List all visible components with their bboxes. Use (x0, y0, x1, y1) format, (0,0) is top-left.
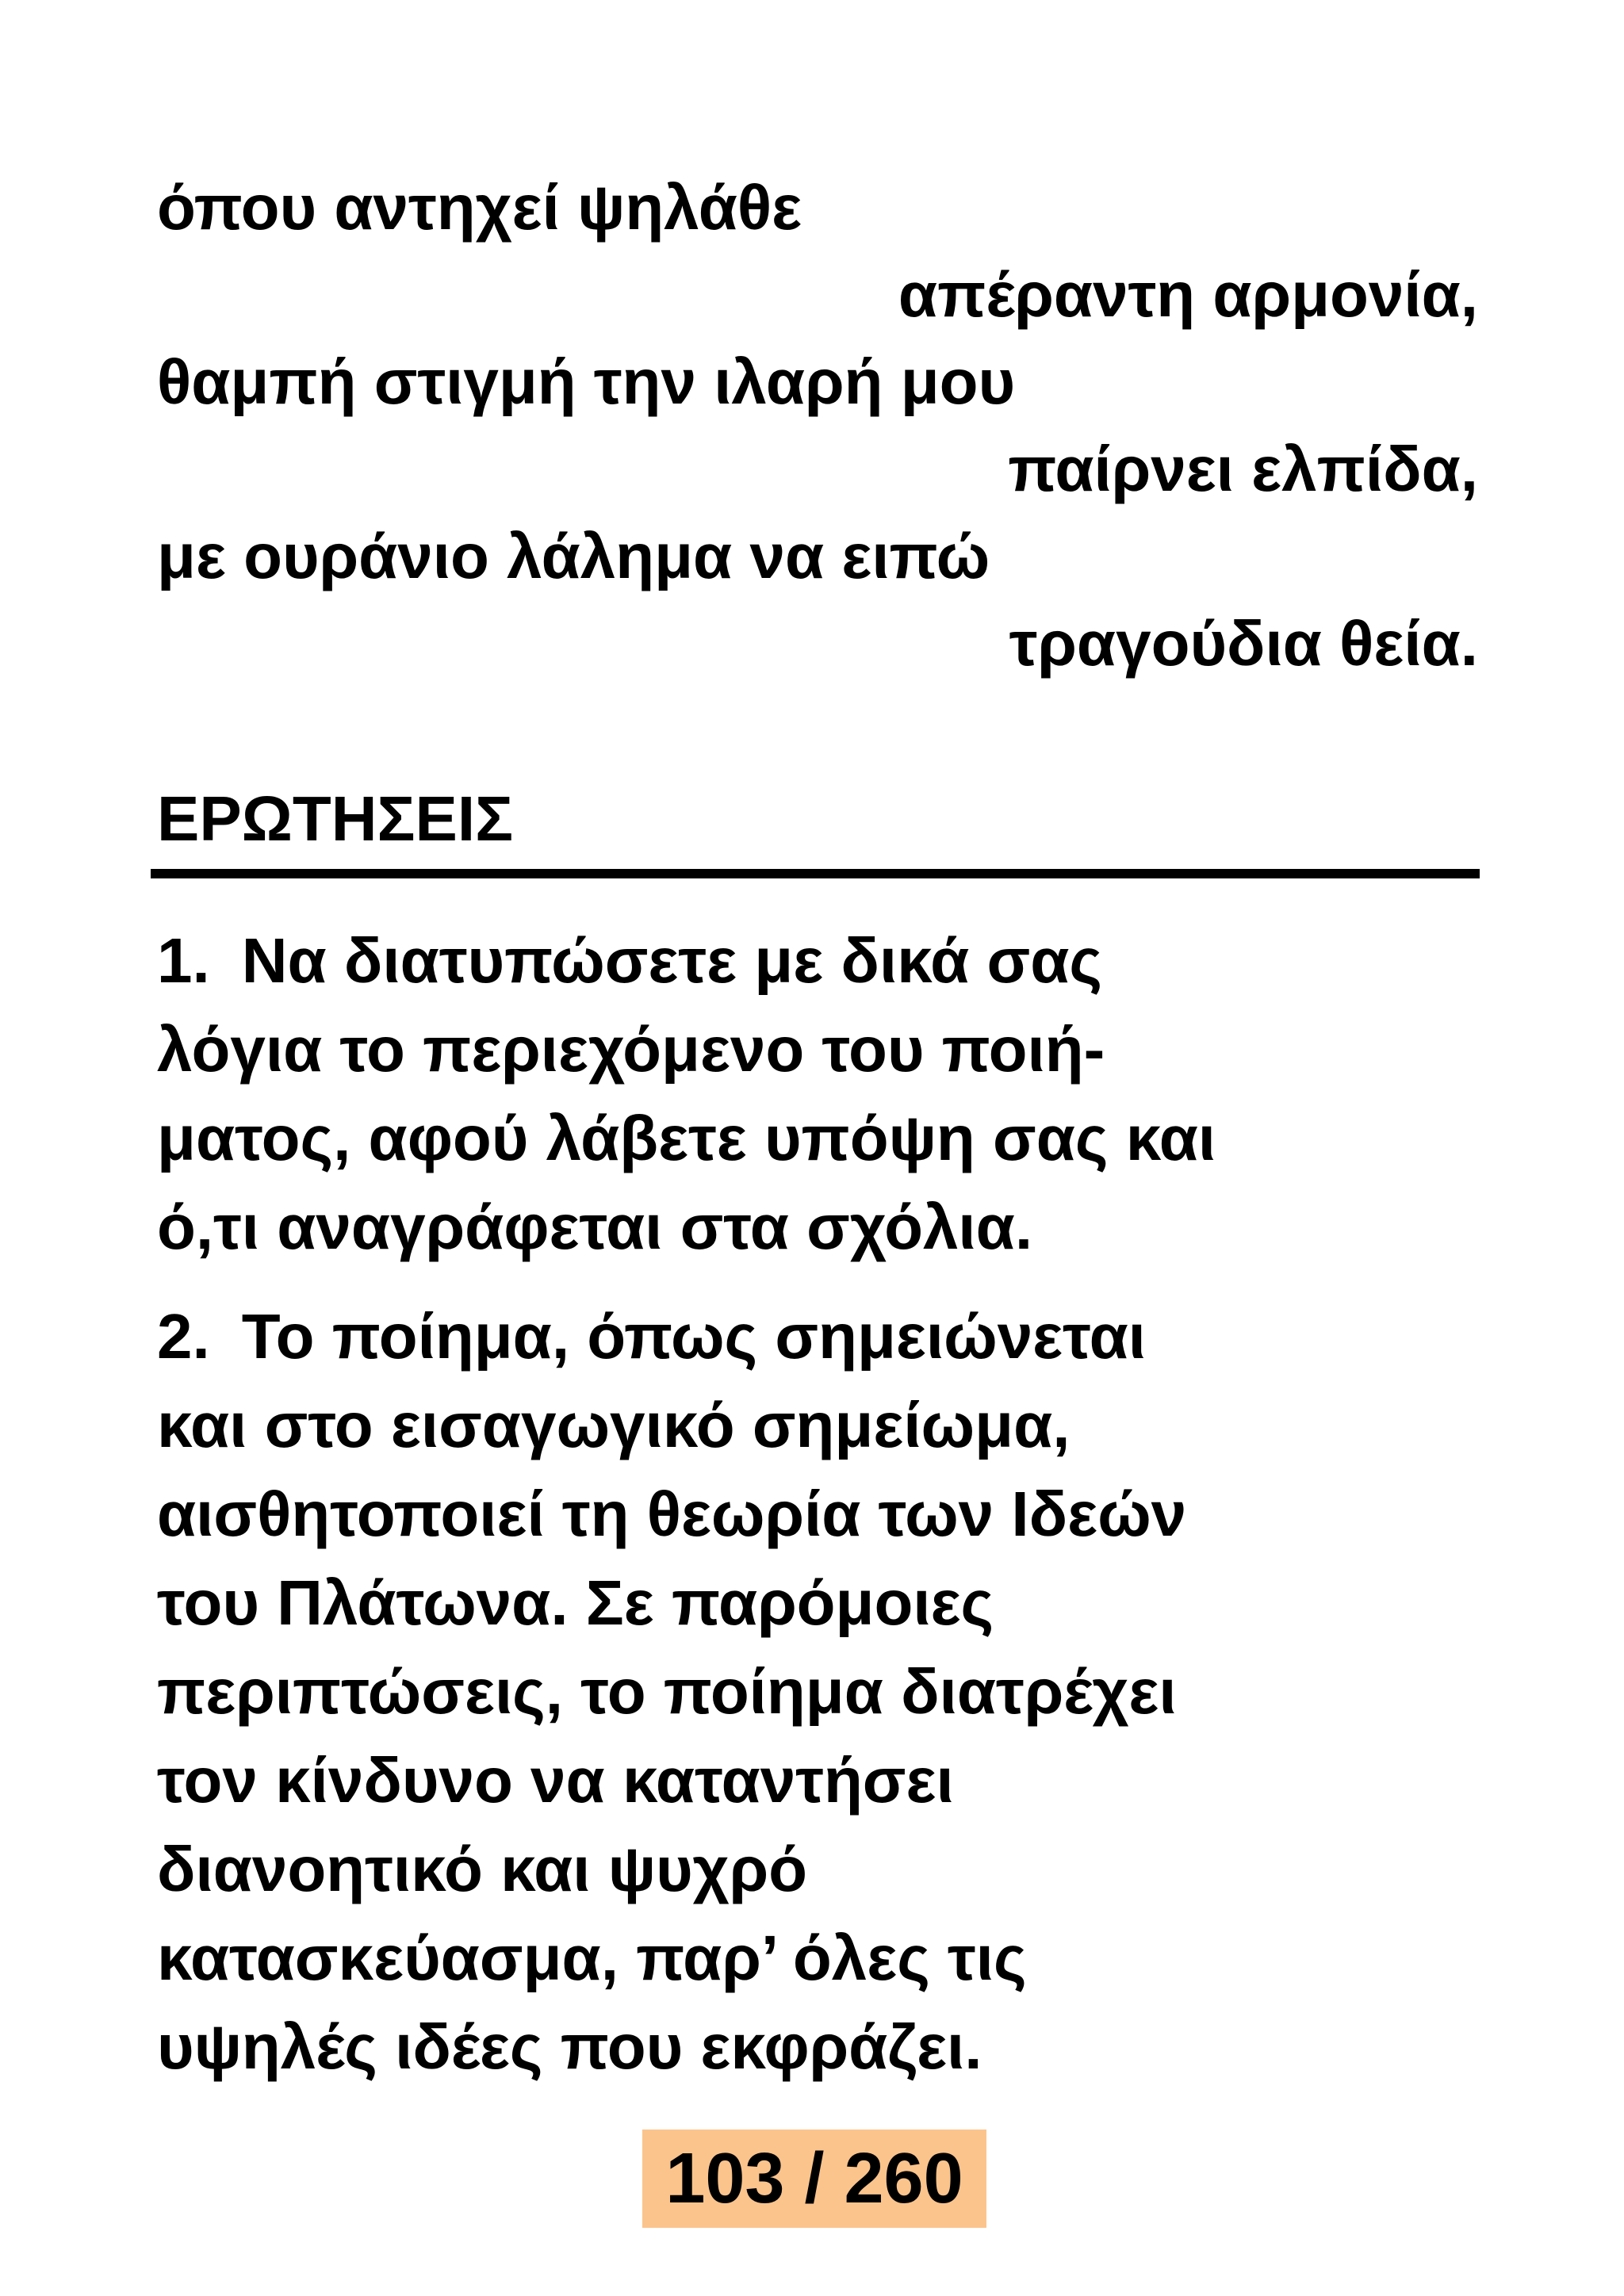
page-counter: 103 / 260 (642, 2130, 986, 2228)
question-item (157, 916, 1489, 1272)
poem-line: με ουράνιο λάλημα να ειπώ (157, 521, 990, 591)
question-text: Να διατυπώσετε με δικά σας (241, 925, 1103, 996)
section-divider (151, 869, 1480, 878)
question-text: διανοητικό και ψυχρό (157, 1834, 807, 1904)
question-line (157, 1292, 1489, 1381)
question-item (157, 1292, 1489, 2091)
question-text: ό,τι αναγράφεται στα σχόλια. (157, 1192, 1033, 1262)
question-text: κατασκεύασμα, παρ’ όλες τις (157, 1923, 1027, 1993)
poem-line: απέραντη αρμονία, (898, 259, 1478, 330)
question-text: του Πλάτωνα. Σε παρόμοιες (157, 1567, 994, 1638)
poem-line: θαμπή στιγμή την ιλαρή μου (157, 346, 1016, 417)
poem-line: όπου αντηχεί ψηλάθε (157, 172, 802, 243)
question-text: και στο εισαγωγικό σημείωμα, (157, 1390, 1071, 1460)
question-text: ματος, αφού λάβετε υπόψη σας και (157, 1103, 1216, 1173)
poem-line: παίρνει ελπίδα, (1008, 434, 1478, 504)
question-text: αισθητοποιεί τη θεωρία των Ιδεών (157, 1479, 1187, 1549)
question-text: λόγια το περιεχόμενο του ποιή- (157, 1014, 1105, 1085)
question-text: Το ποίημα, όπως σημειώνεται (241, 1301, 1147, 1372)
question-text: υψηλές ιδέες που εκφράζει. (157, 2011, 982, 2082)
section-heading: ΕΡΩΤΗΣΕΙΣ (157, 783, 514, 854)
question-number: 1. (157, 925, 210, 996)
question-text: τον κίνδυνο να καταντήσει (157, 1745, 954, 1816)
question-text: περιπτώσεις, το ποίημα διατρέχει (157, 1656, 1177, 1727)
poem-line: τραγούδια θεία. (1009, 608, 1478, 679)
question-line (157, 916, 1489, 1005)
question-number: 2. (157, 1301, 210, 1372)
